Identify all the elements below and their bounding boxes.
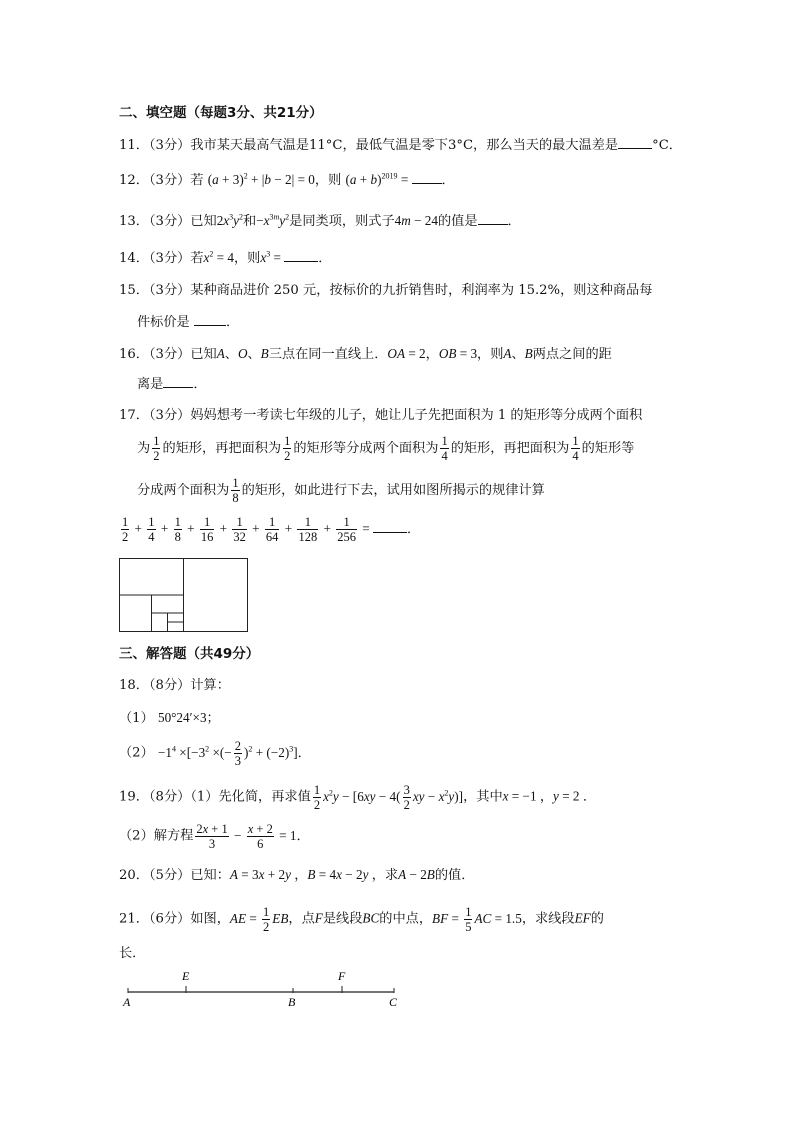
q16-answer-blank[interactable]: [163, 375, 193, 388]
q13-number: 13．: [119, 214, 149, 229]
q14-text-a: 若: [190, 251, 204, 266]
q14-condition: $x^2 = 4$: [203, 249, 234, 265]
q11-text: 我市某天最高气温是11°C，最低气温是零下3°C，那么当天的最大温差是: [190, 138, 619, 153]
fraction-1-8: $\frac{1}{8}$: [232, 476, 239, 505]
q16-text-c: ，则: [477, 347, 504, 362]
q13-score: （3分）: [148, 214, 191, 229]
q18-part-2-expr: $-1^4 \times[-3^2$ ×(− $\frac{2}{3}$ )$^2 + (-2)^3$]．: [157, 739, 311, 768]
q14-answer-blank[interactable]: [284, 249, 318, 262]
question-21-cont: 长．: [119, 946, 146, 961]
q12-expression: $(a + 3)^2 + |b - 2| = 0$: [207, 171, 315, 187]
fraction-1-4: $\frac{1}{4}$: [441, 434, 448, 463]
q17-answer-blank[interactable]: [373, 520, 407, 533]
q18-score: （8分）: [148, 678, 191, 693]
q12-score: （3分）: [148, 173, 191, 188]
segment-figure: [116, 966, 406, 1010]
q18-number: 18．: [119, 678, 149, 693]
q12-answer-blank[interactable]: [412, 171, 442, 184]
q15-line-1: 某种商品进价 250 元，按标价的九折销售时，利润率为 15.2%，则这种商品每: [190, 283, 653, 298]
q16-number: 16．: [119, 347, 149, 362]
q16-text-b: 三点在同一直线上．: [268, 347, 388, 362]
question-19: 19．（8分）（1）先化简，再求值 $\frac{1}{2}$ $x^2y - [6xy - 4$( $\frac{3}{2}$ xy − $x^2y$)]，其中x = −1 ，y = 2 ．: [119, 783, 597, 812]
q12-target: $(a + b)^{2019}$ =: [345, 171, 412, 187]
sum-term-fraction: $\frac{1}{2}$: [122, 515, 129, 544]
question-21: 21．（6分）如图，AE = $\frac{1}{2}$ EB，点F是线段BC的中点，BF = $\frac{1}{5}$ AC = 1.5，求线段EF的: [119, 905, 604, 934]
question-17: [119, 407, 642, 425]
sum-term-fraction: $\frac{1}{32}$: [233, 515, 246, 544]
question-18: [119, 677, 230, 695]
sum-term-fraction: $\frac{1}{8}$: [174, 515, 181, 544]
q17-sum-expression: $\frac{1}{2}$ + $\frac{1}{4}$ + $\frac{1}{8}$ + $\frac{1}{16}$ + $\frac{1}{32}$ + $\frac{1}{64}$ + $\frac{1}{128}$ + $\frac{1}{256}$ = ．: [122, 515, 421, 544]
q19-expression: $\frac{1}{2}$ $x^2y - [6xy - 4$( $\frac{3}{2}$ xy − $x^2y$)]: [313, 783, 464, 812]
q16-score: （3分）: [148, 347, 191, 362]
q14-number: 14．: [119, 251, 149, 266]
q13-text-c: 是同类项，则式子: [289, 214, 395, 229]
q12-text-a: 若: [190, 173, 204, 188]
q21-relation-1: AE = $\frac{1}{2}$ EB: [229, 905, 289, 934]
q20-definitions: A = 3x + 2y ，B = 4x − 2y: [229, 867, 369, 882]
fraction-1-4: $\frac{1}{4}$: [572, 434, 579, 463]
q11-score: （3分）: [148, 138, 191, 153]
q21-relation-2: BF = $\frac{1}{5}$ AC = 1.5: [432, 905, 522, 934]
q13-term-1: $2x^3y^2$: [216, 212, 244, 228]
q18-part-1-expr: 50°24′×3；: [157, 710, 220, 725]
q19-values: x = −1 ，y = 2 ．: [502, 788, 597, 804]
q11-unit: °C．: [652, 138, 682, 153]
sum-term-fraction: $\frac{1}{4}$: [148, 515, 155, 544]
q12-number: 12．: [119, 173, 149, 188]
q15-score: （3分）: [148, 283, 191, 298]
q13-expr: 4m − 24: [394, 213, 438, 228]
q11-number: 11．: [119, 138, 149, 153]
question-18-part-2: $(2) -1^4 \times[-3^2$ ×(− $\frac{2}{3}$ )$^2 + (-2)^3$]．: [119, 739, 311, 768]
q13-term-2: $-x^{3m}y^2$: [256, 212, 290, 228]
q16-points: A: [216, 346, 225, 361]
q13-text-b: 和: [243, 214, 257, 229]
q17-line-1: 妈妈想考一考读七年级的儿子，她让儿子先把面积为 1 的矩形等分成两个面积: [190, 408, 643, 423]
q11-answer-blank[interactable]: [618, 136, 652, 149]
question-16: 16．（3分）已知A、O、B三点在同一直线上．OA = 2，OB = 3，则A、B两点之间的距: [119, 346, 612, 362]
q16-text-a: 已知: [190, 347, 217, 362]
question-15: [119, 282, 652, 300]
sum-term-fraction: $\frac{1}{64}$: [265, 515, 279, 544]
q17-score: （3分）: [148, 408, 191, 423]
question-19-part-2: （2）解方程 $\frac{2x + 1}{3}$ − $\frac{x + 2}{6}$ = 1．: [119, 822, 310, 851]
sum-term-fraction: $\frac{1}{128}$: [298, 515, 318, 544]
section-3-title: 三、解答题（共49分）: [119, 646, 260, 662]
q16-line-2: 离是: [137, 377, 164, 392]
q13-text-a: 已知: [190, 214, 217, 229]
q14-target: $x^3$ =: [260, 249, 285, 265]
q15-number: 15．: [119, 283, 149, 298]
question-17-line-3: 分成两个面积为 $\frac{1}{8}$ 的矩形，如此进行下去，试用如图所揭示的规律计算: [137, 476, 545, 505]
question-20: 20．（5分）已知：A = 3x + 2y ，B = 4x − 2y ，求A − 2B的值．: [119, 867, 475, 883]
question-12: 12．（3分）若 $(a + 3)^2 + |b - 2| = 0$，则 $(a + b)^{2019}$ = ．: [119, 171, 455, 188]
label-e: E: [182, 969, 190, 983]
label-f: F: [338, 969, 346, 983]
q13-text-d: 的值是: [437, 214, 478, 229]
sum-term-fraction: $\frac{1}{16}$: [200, 515, 214, 544]
question-16-cont: 离是 ．: [137, 377, 207, 392]
question-14: 14．（3分）若$x^2 = 4$，则$x^3$ = ．: [119, 249, 332, 266]
q14-text-b: ，则: [234, 251, 261, 266]
question-17-line-2: 为 $\frac{1}{2}$ 的矩形，再把面积为 $\frac{1}{2}$ 的矩形等分成两个面积为 $\frac{1}{4}$ 的矩形，再把面积为 $\frac{1}{4}$ 的矩形等: [137, 434, 635, 463]
q20-target: A − 2B: [398, 867, 435, 882]
label-b: B: [288, 995, 296, 1009]
rectangle-subdivision-figure: [119, 558, 249, 634]
label-c: C: [389, 995, 398, 1009]
q16-text-d: 两点之间的距: [532, 347, 612, 362]
q15-line-2: 件标价是: [137, 315, 190, 330]
q15-answer-blank[interactable]: [194, 313, 226, 326]
q17-number: 17．: [119, 408, 149, 423]
q13-answer-blank[interactable]: [478, 212, 508, 225]
question-11: [119, 136, 682, 155]
sum-term-fraction: $\frac{1}{256}$: [337, 515, 356, 544]
q12-text-b: ，则: [314, 173, 342, 188]
fraction-1-2: $\frac{1}{2}$: [284, 434, 291, 463]
section-2-title: 二、填空题（每题3分、共21分）: [119, 105, 323, 121]
question-13: 13．（3分）已知$2x^3y^2$和$-x^{3m}y^2$是同类项，则式子4m − 24的值是 ．: [119, 212, 521, 229]
fraction-1-2: $\frac{1}{2}$: [153, 434, 160, 463]
label-a: A: [123, 995, 131, 1009]
q18-text: 计算：: [190, 678, 230, 693]
q19-equation: $\frac{2x + 1}{3}$ − $\frac{x + 2}{6}$ = 1．: [196, 822, 310, 851]
question-15-cont: 件标价是 ．: [137, 315, 240, 330]
question-18-part-1: （1） 50°24′×3；: [119, 710, 220, 726]
q16-lengths: OA = 2，OB = 3: [387, 346, 478, 361]
q14-score: （3分）: [148, 251, 191, 266]
